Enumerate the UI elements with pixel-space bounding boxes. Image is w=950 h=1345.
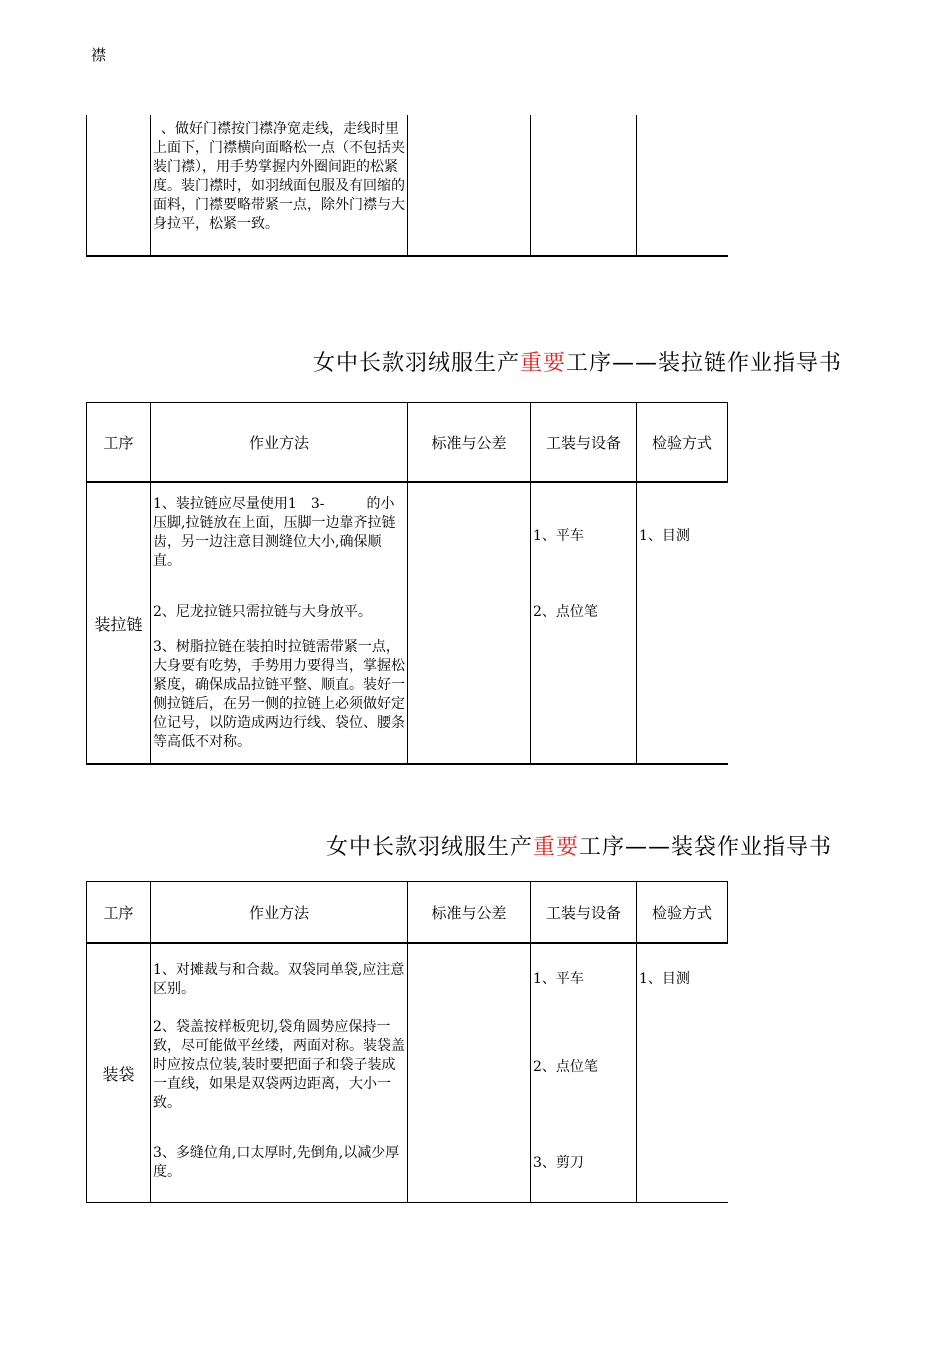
header-standard: 标准与公差: [431, 903, 507, 922]
zipper-method-2: 2、尼龙拉链只需拉链与大身放平。: [153, 604, 372, 620]
grid-line: [86, 255, 728, 257]
zipper-tool-2: 2、点位笔: [533, 604, 598, 620]
zipper-tool-1: 1、平车: [533, 528, 584, 544]
pocket-method-2: 2、袋盖按样板兜切,袋角圆势应保持一致，尽可能做平丝缕，两面对称。装袋盖时应按点位装,装时要把面子和袋子装成一直线，如果是双袋两边距离，大小一致。: [153, 1019, 405, 1111]
pocket-method-3: 3、多缝位角,口太厚时,先倒角,以减少厚度。: [153, 1145, 400, 1180]
pocket-tool-3: 3、剪刀: [533, 1155, 584, 1171]
zipper-title: 女中长款羽绒服生产重要工序——装拉链作业指导书: [313, 351, 843, 376]
grid-line: [727, 402, 728, 482]
header-standard: 标准与公差: [431, 433, 507, 452]
continued-step-fragment: 襟: [91, 46, 107, 64]
grid-line: [727, 881, 728, 943]
pocket-tool-1: 1、平车: [533, 971, 584, 987]
pocket-title: 女中长款羽绒服生产重要工序——装袋作业指导书: [326, 835, 833, 860]
pocket-inspection-1: 1、目测: [639, 971, 690, 987]
header-method: 作业方法: [248, 903, 309, 922]
grid-line: [407, 115, 408, 257]
zipper-step: 装拉链: [94, 614, 143, 634]
header-step: 工序: [103, 433, 134, 452]
header-inspection: 检验方式: [651, 433, 712, 452]
grid-line: [636, 115, 637, 257]
pocket-method-1: 1、对摊裁与和合裁。双袋同单袋,应注意区别。: [153, 962, 405, 997]
zipper-method-3: 3、树脂拉链在装拍时拉链需带紧一点，大身要有吃势，手势用力要得当，掌握松紧度，确保成品拉链平整、顺直。装好一侧拉链后，在另一侧的拉链上必须做好定位记号，以防造成两边行线、袋位、腰条等高低不对称。: [153, 639, 405, 750]
grid-line: [86, 115, 87, 257]
pocket-step: 装袋: [102, 1064, 135, 1084]
zipper-method-1: 1、装拉链应尽量使用1 3- 的小压脚,拉链放在上面，压脚一边靠齐拉链齿，另一边注意目测缝位大小,确保顺直。: [153, 496, 396, 569]
header-tools: 工装与设备: [545, 433, 621, 452]
grid-line: [530, 115, 531, 257]
header-tools: 工装与设备: [545, 903, 621, 922]
header-step: 工序: [103, 903, 134, 922]
header-inspection: 检验方式: [651, 903, 712, 922]
continued-method-text: 、做好门襟按门襟净宽走线，走线时里上面下，门襟横向面略松一点（不包括夹装门襟），用手势掌握内外圈间距的松紧度。装门襟时，如羽绒面包服及有回缩的面料，门襟要略带紧一点，除外门襟与大身拉平，松紧一致。: [153, 121, 405, 232]
zipper-inspection-1: 1、目测: [639, 528, 690, 544]
pocket-tool-2: 2、点位笔: [533, 1059, 598, 1075]
grid-line: [150, 115, 151, 257]
header-method: 作业方法: [248, 433, 309, 452]
